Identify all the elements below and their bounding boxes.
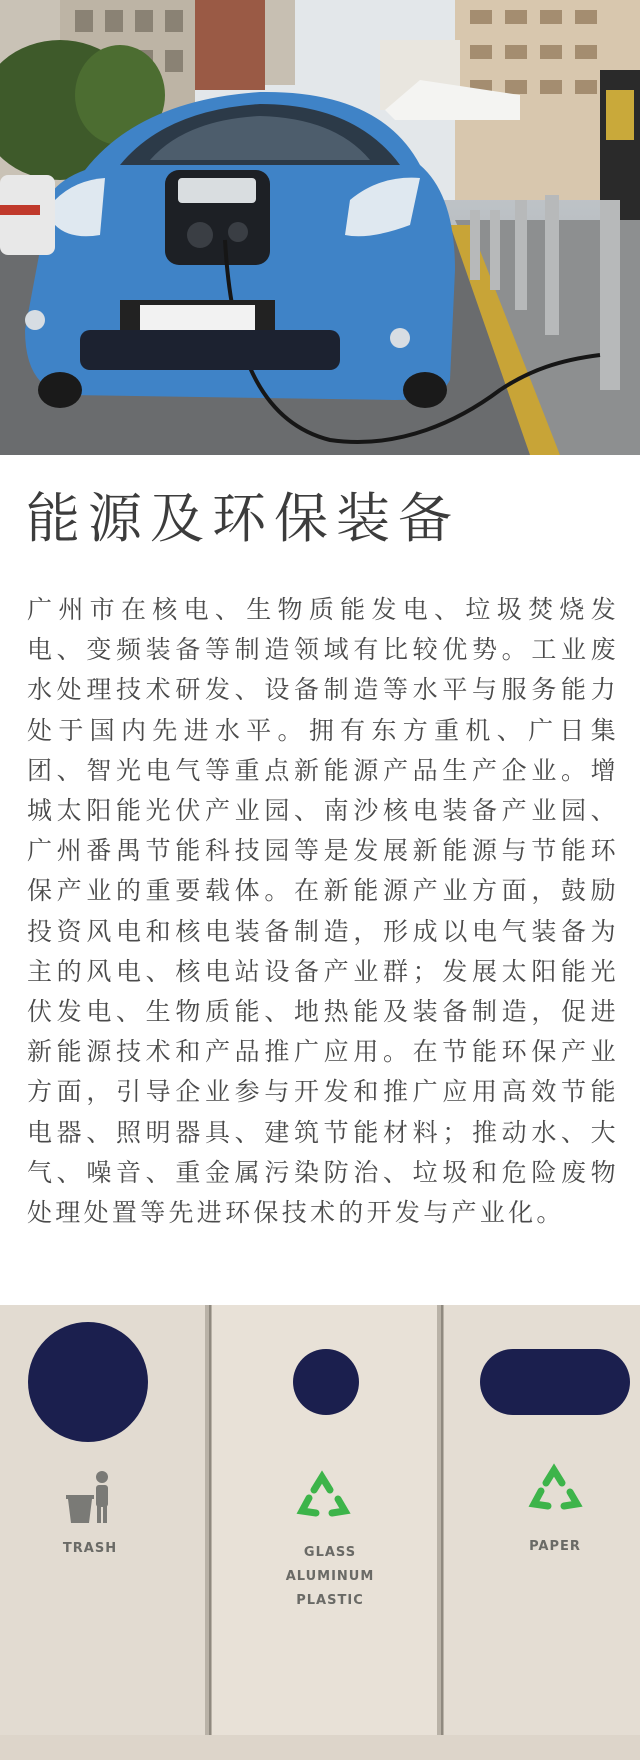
glass-label: GLASS	[303, 1545, 357, 1560]
paper-label: PAPER	[529, 1539, 581, 1554]
glass-opening	[293, 1349, 359, 1415]
paper-opening	[480, 1349, 630, 1415]
article	[0, 455, 640, 1305]
ev-charging-photo	[0, 0, 640, 455]
body-paragraph: 广州市在核电、生物质能发电、垃圾焚烧发电、变频装备等制造领域有比较优势。工业废水处理技术研发、设备制造等水平与服务能力处于国内先进水平。拥有东方重机、广日集团、智光电气等重点新能源产品生产企业。增城太阳能光伏产业园、南沙核电装备产业园、广州番禺节能科技园等是发展新能源与节能环保产业的重要载体。在新能源产业方面，鼓励投资风电和核电装备制造，形成以电气装备为主的风电、核电站设备产业群；发展太阳能光伏发电、生物质能、地热能及装备制造，促进新能源技术和产品推广应用。在节能环保产业方面，引导企业参与开发和推广应用高效节能电器、照明器具、建筑节能材料；推动水、大气、噪音、重金属污染防治、垃圾和危险废物处理处置等先进环保技术的开发与产业化。	[27, 595, 619, 1228]
ev-charging-illustration	[0, 0, 640, 455]
aluminum-label: ALUMINUM	[285, 1569, 375, 1584]
trash-opening	[28, 1322, 148, 1442]
page-title: 能源及环保装备	[26, 487, 460, 550]
recycling-bins-photo	[0, 1305, 640, 1760]
recycling-bins-illustration	[0, 1305, 640, 1760]
plastic-label: PLASTIC	[296, 1593, 364, 1608]
trash-label: TRASH	[62, 1541, 118, 1556]
